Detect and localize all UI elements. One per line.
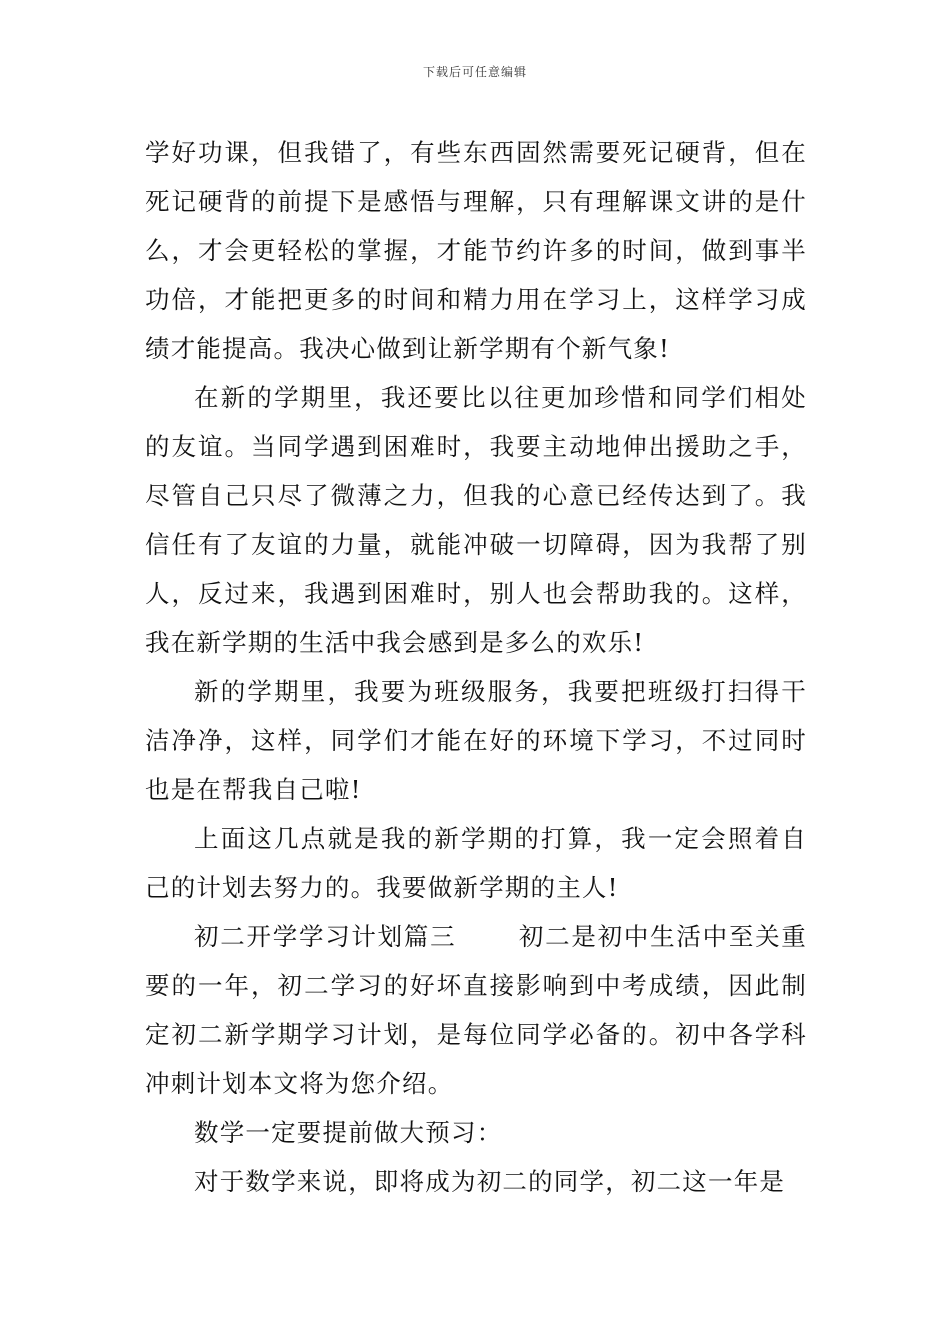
paragraph-math-body: 对于数学来说，即将成为初二的同学，初二这一年是 [194, 1167, 786, 1196]
page-header: 下载后可任意编辑 [422, 65, 527, 79]
paragraph-friendship: 在新的学期里，我还要比以往更加珍惜和同学们相处的友谊。当同学遇到困难时，我要主动地伸出援助之手，尽管自己只尽了微薄之力，但我的心意已经传达到了。我信任有了友谊的力量，就能冲破一切障碍，因为我帮了别人，反过来，我遇到困难时，别人也会帮助我的。这样，我在新学期的生活中我会感到是多么的欢乐! [145, 383, 807, 657]
paragraph-class-service: 新的学期里，我要为班级服务，我要把班级打扫得干洁净净，这样，同学们才能在好的环境下学习，不过同时也是在帮我自己啦! [145, 677, 807, 804]
paragraph-math-heading: 数学一定要提前做大预习： [194, 1118, 503, 1147]
section-intro: 初二是初中生活中至关重要的一年，初二学习的好坏直接影响到中考成绩，因此制定初二新学期学习计划，是每位同学必备的。初中各学科冲刺计划本文将为您介绍。 [145, 922, 808, 1098]
document-body [145, 128, 807, 1206]
paragraph-section-three [145, 912, 807, 1108]
section-heading: 初二开学学习计划篇三 [194, 922, 457, 951]
paragraph-continued: 学好功课，但我错了，有些东西固然需要死记硬背，但在死记硬背的前提下是感悟与理解，只有理解课文讲的是什么，才会更轻松的掌握，才能节约许多的时间，做到事半功倍，才能把更多的时间和精力用在学习上，这样学习成绩才能提高。我决心做到让新学期有个新气象! [145, 138, 807, 363]
paragraph-conclusion: 上面这几点就是我的新学期的打算，我一定会照着自己的计划去努力的。我要做新学期的主人! [145, 824, 807, 902]
